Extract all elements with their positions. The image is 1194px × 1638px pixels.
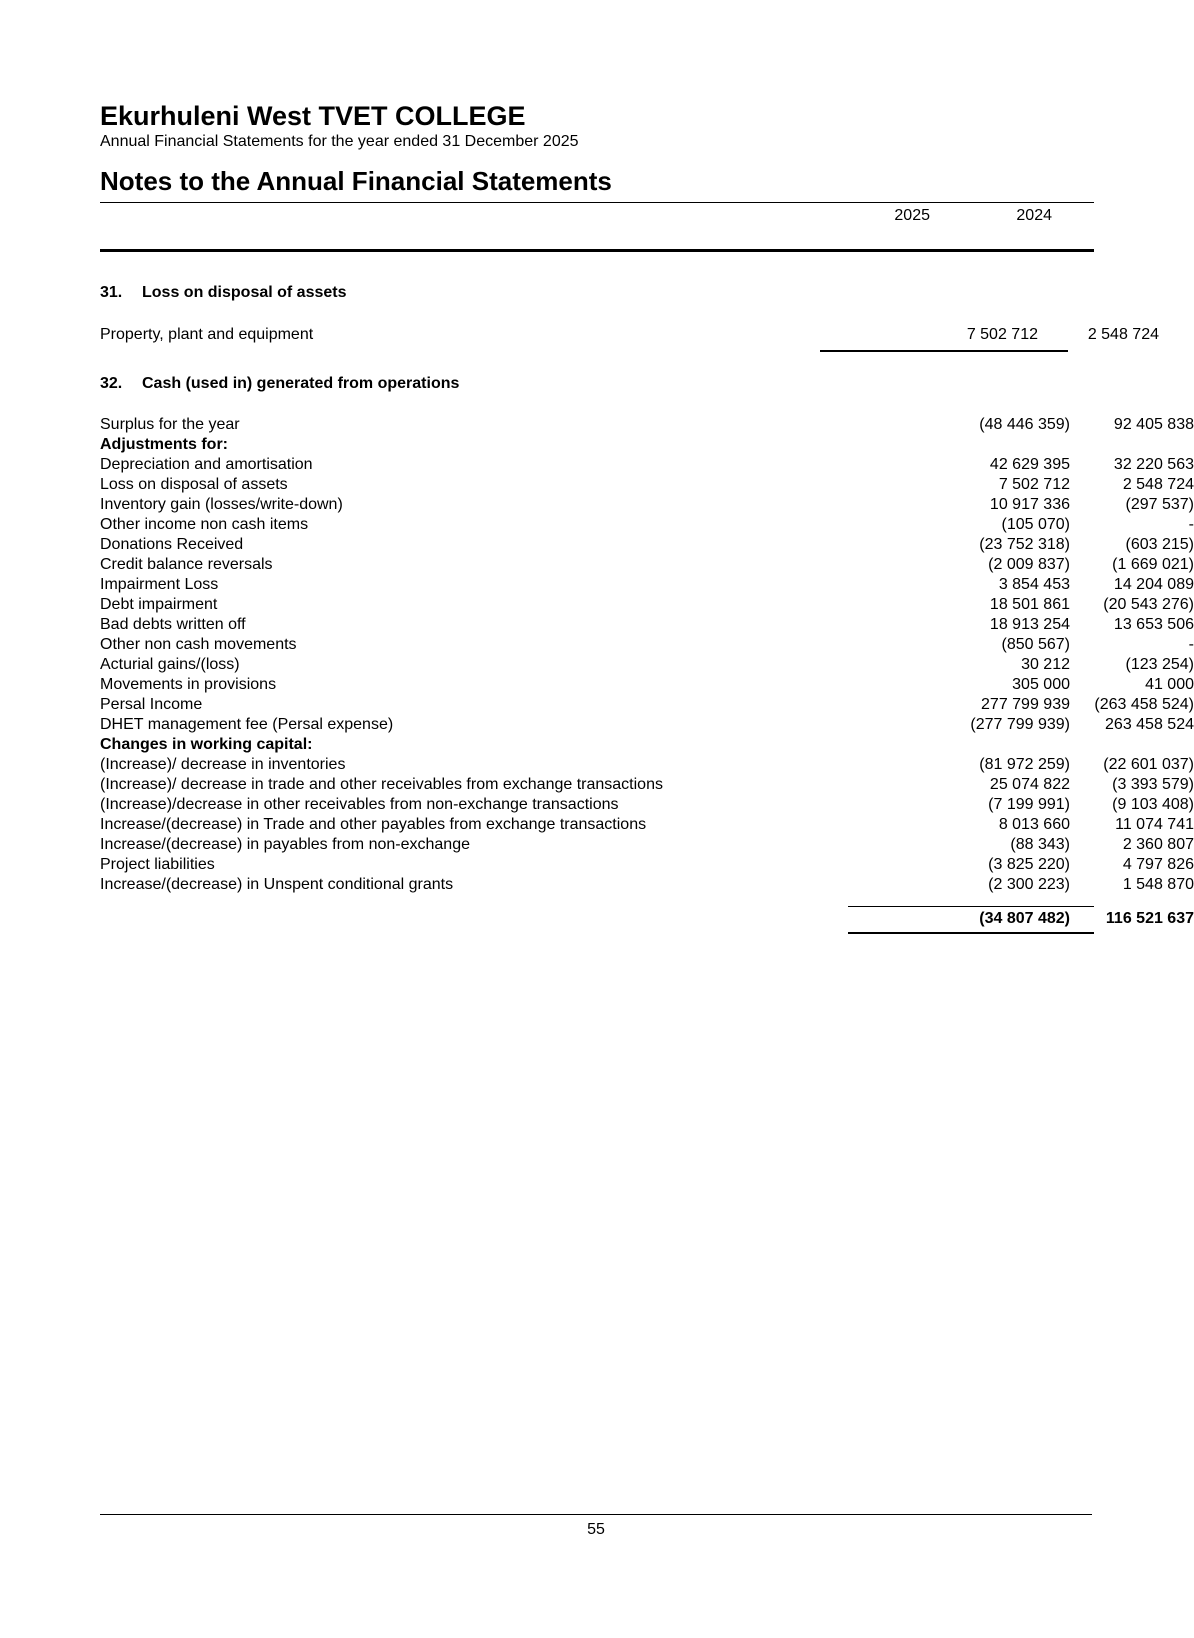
year-current-header: 2025 <box>894 207 930 224</box>
row-label: DHET management fee (Persal expense) <box>100 716 394 733</box>
row-value-prior: (263 458 524) <box>1094 696 1194 713</box>
row-value-current: 7 502 712 <box>966 326 1038 343</box>
row-value-current: 3 854 453 <box>998 576 1070 593</box>
row-value-prior: (20 543 276) <box>1103 596 1194 613</box>
row-value-prior: 263 458 524 <box>1105 716 1194 733</box>
row-value-current: 30 212 <box>1021 656 1070 673</box>
row-value-prior: (3 393 579) <box>1112 776 1194 793</box>
table-row <box>100 475 1194 495</box>
row-value-current: 8 013 660 <box>998 816 1070 833</box>
table-row <box>100 875 1194 895</box>
organization-name: Ekurhuleni West TVET COLLEGE <box>100 101 526 131</box>
row-value-prior: 4 797 826 <box>1122 856 1194 873</box>
note-32-total-row <box>100 909 1194 929</box>
row-label: Increase/(decrease) in Trade and other payables from exchange transactions <box>100 816 647 833</box>
row-value-current: 18 501 861 <box>989 596 1070 613</box>
row-value-current: (3 825 220) <box>988 856 1070 873</box>
row-label: Depreciation and amortisation <box>100 456 313 473</box>
row-value-prior: 2 548 724 <box>1122 476 1194 493</box>
table-row <box>100 815 1194 835</box>
row-label: Impairment Loss <box>100 576 219 593</box>
table-row <box>100 835 1194 855</box>
notes-title: Notes to the Annual Financial Statements <box>100 166 612 196</box>
table-row <box>100 655 1194 675</box>
row-value-current: 305 000 <box>1012 676 1070 693</box>
row-value-prior: (1 669 021) <box>1112 556 1194 573</box>
row-label: Movements in provisions <box>100 676 277 693</box>
row-label: Other non cash movements <box>100 636 297 653</box>
table-row <box>100 855 1194 875</box>
row-label: Property, plant and equipment <box>100 326 314 343</box>
row-value-current: (23 752 318) <box>979 536 1070 553</box>
row-value-prior: (123 254) <box>1125 656 1194 673</box>
row-label: Persal Income <box>100 696 203 713</box>
row-value-current: (2 009 837) <box>988 556 1070 573</box>
page-number: 55 <box>587 1521 605 1538</box>
table-row <box>100 795 1194 815</box>
row-label: Acturial gains/(loss) <box>100 656 240 673</box>
row-value-current: 42 629 395 <box>989 456 1070 473</box>
row-label: Project liabilities <box>100 856 215 873</box>
header-rule <box>100 202 1094 203</box>
row-value-prior: 2 360 807 <box>1122 836 1194 853</box>
total-value-prior: 116 521 637 <box>1105 910 1194 927</box>
row-value-current: 277 799 939 <box>981 696 1070 713</box>
row-label: (Increase)/ decrease in trade and other receivables from exchange transactions <box>100 776 663 793</box>
row-label: Credit balance reversals <box>100 556 273 573</box>
row-label: Increase/(decrease) in Unspent conditional grants <box>100 876 454 893</box>
row-value-current: 25 074 822 <box>989 776 1070 793</box>
statement-subtitle: Annual Financial Statements for the year ended 31 December 2025 <box>100 133 579 150</box>
total-double-rule <box>848 932 1094 934</box>
table-row <box>100 695 1194 715</box>
table-row <box>100 755 1194 775</box>
table-row <box>100 715 1194 735</box>
row-label: Bad debts written off <box>100 616 246 633</box>
table-row <box>100 675 1194 695</box>
column-header-rule <box>100 249 1094 252</box>
row-value-prior: (22 601 037) <box>1103 756 1194 773</box>
row-value-prior: - <box>1188 516 1194 533</box>
row-value-current: (88 343) <box>1010 836 1070 853</box>
note-32-heading <box>100 374 459 394</box>
table-row <box>100 455 1194 475</box>
table-row <box>100 515 1194 535</box>
table-row <box>100 575 1194 595</box>
table-row <box>100 495 1194 515</box>
total-top-rule <box>848 906 1094 907</box>
row-value-current: (2 300 223) <box>988 876 1070 893</box>
row-value-prior: 41 000 <box>1145 676 1194 693</box>
row-label: Increase/(decrease) in payables from non-exchange <box>100 836 470 853</box>
row-value-prior: 14 204 089 <box>1113 576 1194 593</box>
row-value-prior: (9 103 408) <box>1112 796 1194 813</box>
subheading-row <box>100 435 1094 455</box>
row-value-current: (105 070) <box>1001 516 1070 533</box>
row-value-current: (81 972 259) <box>979 756 1070 773</box>
row-label: Other income non cash items <box>100 516 309 533</box>
table-row <box>100 635 1194 655</box>
row-value-prior: (297 537) <box>1125 496 1194 513</box>
note-31-title: Loss on disposal of assets <box>142 284 347 301</box>
row-label: Donations Received <box>100 536 244 553</box>
table-row <box>100 535 1194 555</box>
note-32-number: 32. <box>100 375 123 392</box>
table-row <box>100 595 1194 615</box>
table-row <box>100 775 1194 795</box>
table-row <box>100 415 1194 435</box>
row-label: (Increase)/decrease in other receivables from non-exchange transactions <box>100 796 619 813</box>
row-value-current: (7 199 991) <box>988 796 1070 813</box>
row-label: Debt impairment <box>100 596 218 613</box>
row-value-current: 7 502 712 <box>998 476 1070 493</box>
table-row <box>100 555 1194 575</box>
row-value-prior: 92 405 838 <box>1113 416 1194 433</box>
row-value-prior: - <box>1188 636 1194 653</box>
note-31-number: 31. <box>100 284 123 301</box>
table-row <box>100 615 1194 635</box>
footer-rule <box>100 1514 1092 1515</box>
row-value-prior: 1 548 870 <box>1122 876 1194 893</box>
row-label: Adjustments for: <box>100 436 228 453</box>
row-value-current: 18 913 254 <box>989 616 1070 633</box>
row-value-prior: 32 220 563 <box>1113 456 1194 473</box>
row-label: Changes in working capital: <box>100 736 313 753</box>
row-value-current: (277 799 939) <box>970 716 1070 733</box>
note-31-underline <box>820 350 1068 352</box>
note-32-title: Cash (used in) generated from operations <box>142 375 460 392</box>
row-value-prior: 2 548 724 <box>1087 326 1159 343</box>
row-value-prior: 11 074 741 <box>1115 816 1194 833</box>
subheading-row <box>100 735 1094 755</box>
row-label: (Increase)/ decrease in inventories <box>100 756 346 773</box>
row-value-current: 10 917 336 <box>989 496 1070 513</box>
row-value-prior: (603 215) <box>1125 536 1194 553</box>
note-31-row <box>100 325 1159 345</box>
note-31-heading <box>100 283 347 303</box>
row-label: Inventory gain (losses/write-down) <box>100 496 343 513</box>
row-value-prior: 13 653 506 <box>1113 616 1194 633</box>
year-prior-header: 2024 <box>1016 207 1052 224</box>
row-label: Surplus for the year <box>100 416 240 433</box>
row-label: Loss on disposal of assets <box>100 476 288 493</box>
row-value-current: (48 446 359) <box>979 416 1070 433</box>
row-value-current: (850 567) <box>1001 636 1070 653</box>
total-value-current: (34 807 482) <box>979 910 1070 927</box>
